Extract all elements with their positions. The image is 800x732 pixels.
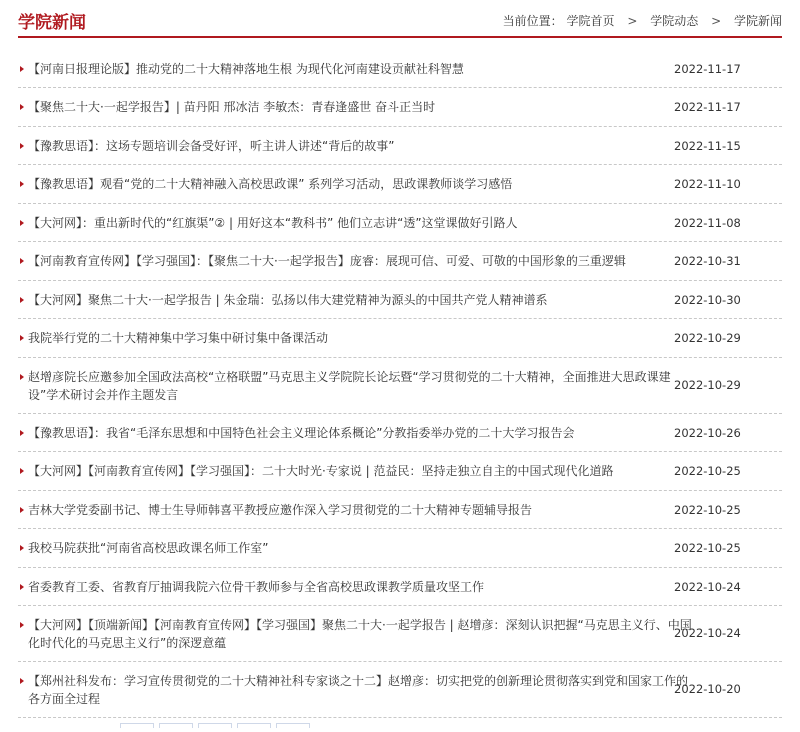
news-title-link[interactable]: 【大河网】聚焦二十大·一起学报告 | 朱金瑞：弘扬以伟大建党精神为源头的中国共产党人精神谱系	[28, 293, 548, 307]
news-title-link[interactable]: 【大河网】【顶端新闻】【河南教育宣传网】【学习强国】聚焦二十大·一起学报告 | 赵增彦：深刻认识把握“马克思主义行、中国化时代化的马克思主义行”的深逻意蕴	[28, 618, 692, 650]
news-title-link[interactable]: 我院举行党的二十大精神集中学习集中研讨集中备课活动	[28, 331, 329, 345]
bullet-icon	[20, 104, 24, 110]
news-title-link[interactable]: 【豫教思语】观看“党的二十大精神融入高校思政课” 系列学习活动，思政课教师谈学习感悟	[28, 177, 513, 191]
bullet-icon	[20, 507, 24, 513]
news-date: 2022-10-25	[674, 464, 741, 478]
news-title-link[interactable]: 【大河网】【河南教育宣传网】【学习强国】：二十大时光·专家说 | 范益民：坚持走独立自主的中国式现代化道路	[28, 464, 614, 478]
news-item[interactable]	[18, 662, 782, 718]
news-title-link[interactable]: 【大河网】：重出新时代的“红旗渠”② | 用好这本“教科书” 他们立志讲“透”这堂课做好引路人	[28, 216, 518, 230]
breadcrumb-news-section-link[interactable]: 学院动态	[650, 14, 699, 28]
breadcrumb-current-page[interactable]: 学院新闻	[733, 14, 782, 28]
news-date: 2022-10-20	[674, 682, 741, 696]
page-header	[18, 0, 782, 38]
news-item[interactable]	[18, 242, 782, 281]
news-title-link[interactable]: 【河南日报理论版】推动党的二十大精神落地生根 为现代化河南建设贡献社科智慧	[28, 62, 464, 76]
news-date: 2022-10-24	[674, 580, 741, 594]
news-item[interactable]	[18, 88, 782, 127]
news-date: 2022-11-17	[674, 62, 741, 76]
news-item[interactable]	[18, 127, 782, 165]
news-date: 2022-10-25	[674, 541, 741, 555]
bullet-icon	[20, 584, 24, 590]
breadcrumb-separator: >	[711, 14, 722, 28]
pagination	[120, 713, 370, 717]
news-item[interactable]	[18, 529, 782, 568]
news-title-link[interactable]: 【豫教思语】：我省“毛泽东思想和中国特色社会主义理论体系概论”分教指委举办党的二十大学习报告会	[28, 426, 575, 440]
page-title: 学院新闻	[18, 13, 86, 33]
breadcrumb-separator: >	[627, 14, 638, 28]
page-button[interactable]	[276, 723, 310, 728]
news-item[interactable]	[18, 452, 782, 491]
news-date: 2022-11-15	[674, 139, 741, 153]
breadcrumb	[503, 12, 782, 29]
news-title-link[interactable]: 我校马院获批“河南省高校思政课名师工作室”	[28, 541, 269, 555]
news-item[interactable]	[18, 491, 782, 529]
breadcrumb-home-link[interactable]: 学院首页	[566, 14, 615, 28]
news-date: 2022-10-30	[674, 293, 741, 307]
news-item[interactable]	[18, 606, 782, 662]
bullet-icon	[20, 678, 24, 684]
page-button[interactable]	[159, 723, 193, 728]
news-item[interactable]	[18, 414, 782, 452]
news-title-link[interactable]: 赵增彦院长应邀参加全国政法高校“立格联盟”马克思主义学院院长论坛暨“学习贯彻党的二十大精神，全面推进大思政课建设”学术研讨会并作主题发言	[28, 370, 671, 402]
news-item[interactable]	[18, 358, 782, 414]
news-date: 2022-10-25	[674, 503, 741, 517]
news-date: 2022-10-29	[674, 331, 741, 345]
news-title-link[interactable]: 【郑州社科发布：学习宣传贯彻党的二十大精神社科专家谈之十二】赵增彦：切实把党的创新理论贯彻落实到党和国家工作的各方面全过程	[28, 674, 689, 706]
bullet-icon	[20, 181, 24, 187]
news-title-link[interactable]: 【河南教育宣传网】【学习强国】：【聚焦二十大·一起学报告】庞睿：展现可信、可爱、可敬的中国形象的三重逻辑	[28, 254, 626, 268]
bullet-icon	[20, 430, 24, 436]
news-item[interactable]	[18, 165, 782, 204]
news-title-link[interactable]: 【豫教思语】：这场专题培训会备受好评，听主讲人讲述“背后的故事”	[28, 139, 395, 153]
news-date: 2022-10-29	[674, 378, 741, 392]
bullet-icon	[20, 297, 24, 303]
news-item[interactable]	[18, 50, 782, 88]
news-date: 2022-10-24	[674, 626, 741, 640]
bullet-icon	[20, 335, 24, 341]
news-date: 2022-10-26	[674, 426, 741, 440]
news-title-link[interactable]: 吉林大学党委副书记、博士生导师韩喜平教授应邀作深入学习贯彻党的二十大精神专题辅导报告	[28, 503, 533, 517]
news-title-link[interactable]: 【聚焦二十大·一起学报告】| 苗丹阳 邢冰洁 李敏杰：青春逢盛世 奋斗正当时	[28, 100, 436, 114]
page-button[interactable]	[120, 723, 154, 728]
news-item[interactable]	[18, 319, 782, 358]
page-button[interactable]	[237, 723, 271, 728]
news-date: 2022-11-17	[674, 100, 741, 114]
bullet-icon	[20, 374, 24, 380]
news-date: 2022-11-10	[674, 177, 741, 191]
news-list	[18, 50, 782, 718]
bullet-icon	[20, 468, 24, 474]
bullet-icon	[20, 622, 24, 628]
news-title-link[interactable]: 省委教育工委、省教育厅抽调我院六位骨干教师参与全省高校思政课教学质量攻坚工作	[28, 580, 485, 594]
bullet-icon	[20, 66, 24, 72]
bullet-icon	[20, 143, 24, 149]
page-button[interactable]	[198, 723, 232, 728]
news-date: 2022-10-31	[674, 254, 741, 268]
bullet-icon	[20, 258, 24, 264]
bullet-icon	[20, 545, 24, 551]
location-label: 当前位置：	[502, 14, 563, 28]
bullet-icon	[20, 220, 24, 226]
news-date: 2022-11-08	[674, 216, 741, 230]
news-item[interactable]	[18, 204, 782, 242]
news-item[interactable]	[18, 281, 782, 319]
news-item[interactable]	[18, 568, 782, 606]
